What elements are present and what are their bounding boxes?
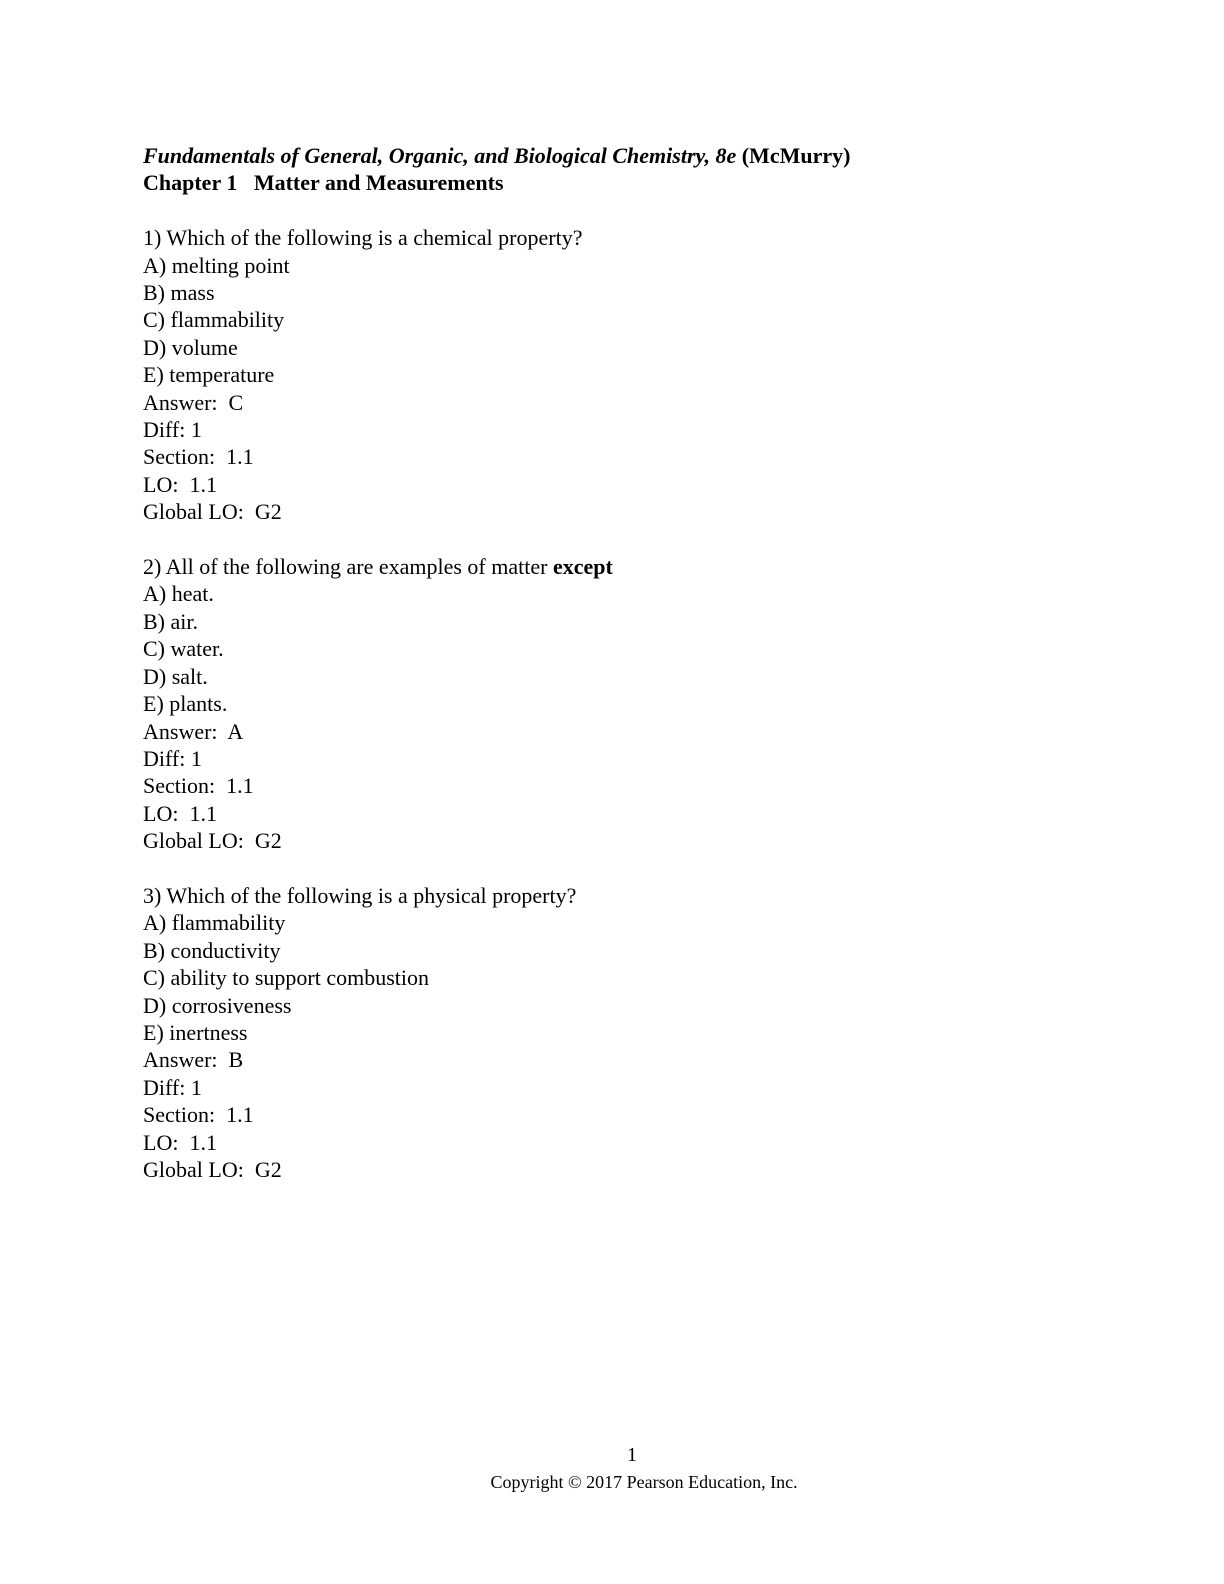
option-a: A) flammability: [143, 910, 286, 936]
section: Section: 1.1: [143, 444, 254, 470]
answer: Answer: C: [143, 389, 244, 415]
option-d: D) volume: [143, 334, 238, 360]
page-number: 1: [627, 1444, 637, 1466]
option-b: B) mass: [143, 280, 215, 306]
chapter-heading: [143, 169, 1103, 196]
option-b: B) air.: [143, 608, 198, 634]
book-title: [143, 142, 1103, 169]
copyright-notice: Copyright © 2017 Pearson Education, Inc.: [490, 1472, 798, 1492]
option-a: A) melting point: [143, 252, 290, 278]
question-stem: 1) Which of the following is a chemical property?: [143, 225, 583, 251]
option-b: B) conductivity: [143, 937, 281, 963]
answer: Answer: A: [143, 718, 244, 744]
global-learning-objective: Global LO: G2: [143, 499, 282, 525]
difficulty: Diff: 1: [143, 1074, 202, 1100]
difficulty: Diff: 1: [143, 417, 202, 443]
global-learning-objective: Global LO: G2: [143, 1156, 282, 1182]
section: Section: 1.1: [143, 773, 254, 799]
book-title-text: Fundamentals of General, Organic, and Biological Chemistry, 8e: [143, 143, 737, 168]
option-c: C) water.: [143, 636, 224, 662]
learning-objective: LO: 1.1: [143, 471, 217, 497]
option-e: E) temperature: [143, 362, 275, 388]
difficulty: Diff: 1: [143, 745, 202, 771]
learning-objective: LO: 1.1: [143, 800, 217, 826]
option-e: E) inertness: [143, 1019, 248, 1045]
learning-objective: LO: 1.1: [143, 1129, 217, 1155]
book-author: (McMurry): [736, 143, 851, 168]
chapter-label: Chapter 1: [143, 170, 238, 196]
question-stem: 2) All of the following are examples of matter except: [143, 554, 613, 580]
question-2: [143, 553, 1103, 854]
option-c: C) ability to support combustion: [143, 965, 429, 991]
question-1: [143, 224, 1103, 525]
answer: Answer: B: [143, 1047, 244, 1073]
option-e: E) plants.: [143, 691, 228, 717]
question-stem: 3) Which of the following is a physical property?: [143, 882, 577, 908]
chapter-title: Matter and Measurements: [253, 170, 504, 196]
document-page: [143, 142, 1103, 1183]
option-a: A) heat.: [143, 581, 214, 607]
global-learning-objective: Global LO: G2: [143, 828, 282, 854]
option-d: D) salt.: [143, 663, 208, 689]
section: Section: 1.1: [143, 1102, 254, 1128]
option-d: D) corrosiveness: [143, 992, 292, 1018]
option-c: C) flammability: [143, 307, 285, 333]
question-3: [143, 882, 1103, 1183]
